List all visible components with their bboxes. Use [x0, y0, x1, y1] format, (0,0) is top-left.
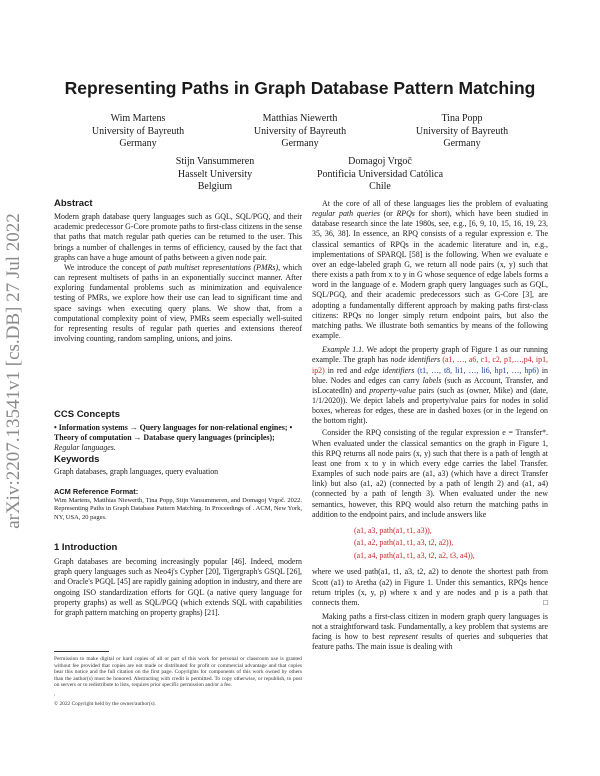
text-span: We introduce the concept of [64, 262, 159, 272]
abstract-heading: Abstract [54, 198, 93, 209]
conference-placeholder: , [54, 690, 56, 697]
abstract-paragraph: Modern graph database query languages such as GQL, SQL/PGQ, and their academic predecessor G-Core promote paths to first-class citizens in the sense that paths that match regular path queries can be returned to the user. This brings a number of challenges in terms of efficiency, caused by the fact that graphs can have a huge amount of paths between a given node pair. [54, 212, 302, 262]
footnote-rule [54, 651, 109, 652]
ccs-heading: CCS Concepts [54, 409, 120, 420]
author-country: Germany [281, 138, 319, 149]
right-column [312, 199, 548, 653]
author-affiliation: Pontificia Universidad Católica [316, 168, 444, 180]
author-affiliation: University of Bayreuth [415, 125, 509, 137]
author-country: Belgium [197, 181, 233, 192]
emphasis: path multiset representations (PMRs) [158, 262, 279, 272]
text-span: Making paths a first-class citizen in modern graph query languages is not a straightforward task. Fundamentally, a key problem that systems are facing is how to best [312, 611, 548, 642]
paper-title: Representing Paths in Graph Database Pattern Matching [64, 78, 536, 98]
author-country: Germany [443, 138, 481, 149]
answer-tuple: (a1, a3, path(a1, t1, a3)), [354, 525, 432, 535]
emphasis: represent [388, 632, 418, 642]
text-span: in red and [324, 365, 365, 375]
author-name: Domagoj Vrgoč [348, 156, 412, 167]
answer-tuple: (a1, a4, path(a1, t1, a3, t2, a2, t3, a4)), [354, 550, 475, 560]
text-span: (such as Account, Transfer, and isLocatedIn) and [312, 375, 548, 395]
introduction-section [54, 543, 302, 618]
emphasis: RPQs [396, 209, 415, 219]
edge-identifiers: (t1, …, t8, li1, …, li6, hp1, …, hp6) [414, 365, 539, 375]
permission-footnote [54, 656, 302, 707]
emphasis: property-value [369, 385, 416, 395]
example-paragraph [312, 345, 548, 426]
text-span: where we used path(a1, t1, a3, t2, a2) to denote the shortest path from Scott (a1) to Aretha (a2) in Figure 1. Under this semantics, RPQs hence return triples (x, y, p) where x and y are nodes and p is a path that connects them. [312, 567, 548, 607]
arxiv-stamp: arXiv:2207.13541v1 [cs.DB] 27 Jul 2022 [3, 213, 24, 529]
body-paragraph [312, 199, 548, 341]
emphasis: regular path queries [312, 209, 380, 219]
abstract-paragraph [54, 263, 302, 344]
text-span: for short), which have been studied in database research since the late 1980s, see, e.g., [6, 9, 10, 15, 16, 19, 23, 35, 36, 38]. In essence, an RPQ consists of a regular expression e. The classical semantics of RPQs in the academic literature and in, e.g., implementations of SPARQL [58] is the following. When we evaluate e over an edge-labeled graph G, we return all node pairs (x, y) such that there exists a path from x to y in G whose sequence of edge labels forms a word in the language of e. Modern graph query languages such as GQL, SQL/PGQ, and their academic predecessors such as G-Core [3], are adopting a fundamentally different approach by making paths first-class citizens: RPQs no longer simply return endpoint pairs, but also the matching paths. We illustrate both semantics by means of the following example. [312, 209, 548, 341]
keywords-section [54, 455, 302, 477]
text-span: At the core of all of these languages lies the problem of evaluating [322, 199, 548, 208]
author-affiliation: University of Bayreuth [91, 125, 185, 137]
author-block [400, 113, 524, 151]
body-paragraph [312, 567, 548, 608]
keywords-heading: Keywords [54, 454, 100, 465]
emphasis: node identifiers [390, 355, 441, 365]
author-affiliation: University of Bayreuth [253, 125, 347, 137]
abstract-section [54, 199, 302, 344]
emphasis: edge identifiers [364, 365, 415, 375]
author-block [152, 156, 278, 194]
author-name: Stijn Vansummeren [175, 156, 255, 167]
ccs-concepts-bold: • Information systems → Query languages for non-relational engines; • Theory of computation → Database query languages (principles); [54, 423, 293, 443]
acm-reference [54, 488, 302, 522]
qed-symbol: □ [543, 597, 548, 607]
text-span: , which can represent multisets of paths in an exponentially succinct manner. After exploring fundamental problems such as minimization and equivalence testing of PMRs, we explore how their use can lead to significant time and space savings when executing query plans. We show that, from a computational complexity point of view, PMRs seem especially well-suited for representing results of regular path queries and extensions thereof involving counting, random sampling, unions, and joins. [54, 262, 302, 344]
text-span: results of queries and subqueries that feature paths. The main issue is dealing with [312, 632, 548, 652]
author-name: Tina Popp [441, 113, 483, 124]
body-paragraph [312, 612, 548, 653]
author-block [238, 113, 362, 151]
author-block [78, 113, 198, 151]
answer-list [354, 525, 548, 563]
keywords-text: Graph databases, graph languages, query evaluation [54, 467, 219, 477]
ccs-section [54, 410, 302, 454]
author-name: Matthias Niewerth [262, 113, 338, 124]
author-affiliation: Hasselt University [177, 168, 253, 180]
introduction-heading: 1 Introduction [54, 542, 118, 553]
text-span: pairs (such as (owner, Mike) and (date, 1/1/2020)). We depict labels and property/value pairs for nodes in solid boxes, whereas for edges, these are in dashed boxes (or in the legend on the bottom right). [312, 385, 548, 426]
body-paragraph: Consider the RPQ consisting of the regular expression e = Transfer*. When evaluated under the classical semantics on the graph in Figure 1, this RPQ returns all node pairs (x, y) such that there is a path of length at least one from x to y in which every edge carries the label Transfer. Examples of such node pairs are (a1, a3) (which have a direct Transfer link) but also (a1, a2) (connected by a path of length 2) and (a1, a4) (connected by a path of length 3). When evaluated under the new semantics, however, this RPQ would also return the matching paths in addition to the endpoint pairs, and include answers like [312, 428, 548, 519]
node-identifiers: (a1, …, a6, c1, c2, p1,…,p4, ip1, ip2) [312, 355, 548, 375]
copyright-line: © 2022 Copyright held by the owner/author(s). [54, 700, 156, 707]
author-name: Wim Martens [110, 113, 166, 124]
ccs-concepts [54, 423, 302, 453]
text-span: We adopt the property graph of Figure 1 as our running example. The graph has [312, 345, 548, 365]
acm-reference-text: Wim Martens, Matthias Niewerth, Tina Popp, Stijn Vansummeren, and Domagoj Vrgoč. 2022. Representing Paths in Graph Database Pattern Matching. In Proceedings of . ACM, New York, NY, USA, 20 pages. [54, 496, 302, 521]
acm-reference-heading: ACM Reference Format: [54, 487, 139, 496]
author-country: Germany [119, 138, 157, 149]
author-country: Chile [369, 181, 391, 192]
emphasis: labels [422, 375, 442, 385]
author-block [300, 156, 460, 194]
answer-tuple: (a1, a2, path(a1, t1, a3, t2, a2)), [354, 538, 454, 548]
permission-text: Permission to make digital or hard copies of all or part of this work for personal or classroom use is granted without fee provided that copies are not made or distributed for profit or commercial advantage and that copies bear this notice and the full citation on the first page. Copyrights for components of this work owned by others than the author(s) must be honored. Abstracting with credit is permitted. To copy otherwise, or republish, to post on servers or to redistribute to lists, requires prior specific permission and/or a fee. [54, 656, 302, 689]
example-label: Example 1.1. [322, 345, 365, 355]
ccs-concepts-tail: Regular languages. [54, 443, 116, 453]
introduction-text: Graph databases are becoming increasingly popular [46]. Indeed, modern graph query languages such as Neo4j's Cypher [20], Tigergraph's GSQL [26], and Oracle's PGQL [45] are rapidly gaining adoption in industry, and there are ongoing ISO standardization efforts for GQL (a native query language for property graphs) as well as SQL/PGQ (which extends SQL with capabilities for graph pattern matching on property graphs) [21]. [54, 557, 302, 617]
text-span: in blue. Nodes and edges can carry [312, 365, 548, 385]
text-span: (or [379, 209, 397, 219]
